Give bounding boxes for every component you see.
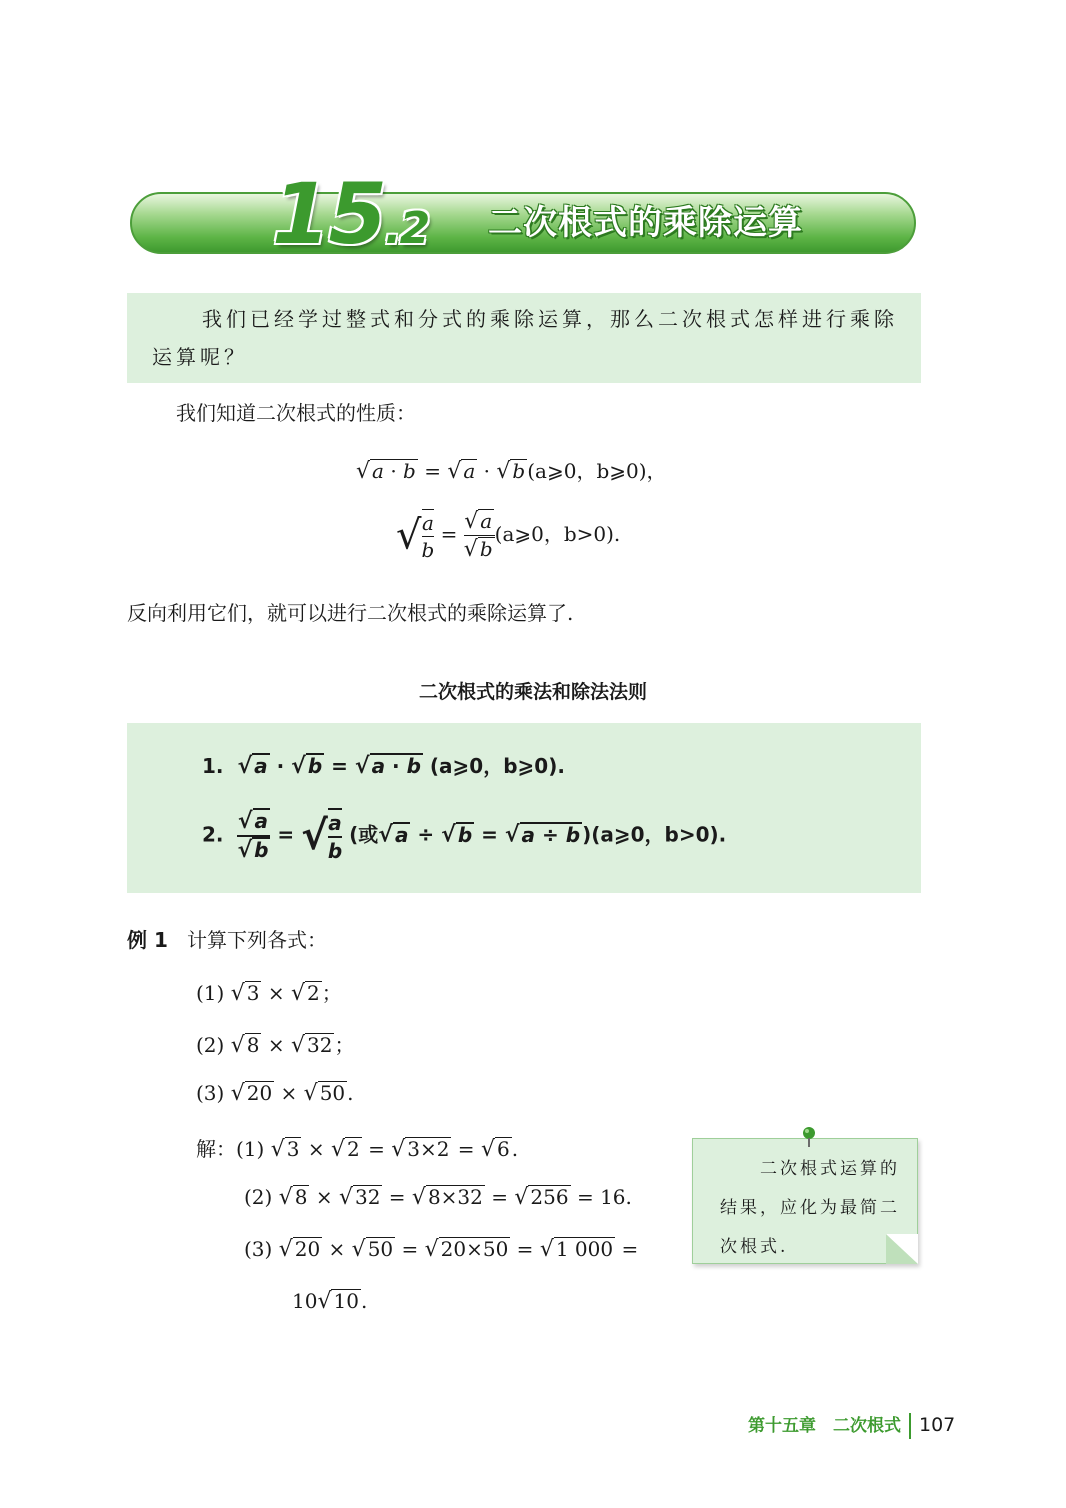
page-number: 107 (919, 1414, 956, 1436)
example-item-1: (1) √ 3 × √ 2 ； (196, 981, 342, 1006)
page-footer (748, 1410, 955, 1440)
property-2: √ $\frac{a}{b}$ = $\frac{√ a}{√ b}$ (a⩾0，b>0). (396, 509, 621, 562)
rule-2: 2. $\frac{√ a}{√ b}$ = √ $\frac{a}{b}$ (或√ a ÷ √ b = √ a ÷ b )(a⩾0，b>0). (202, 809, 727, 863)
property-1: √ a · b = √ a · √ b (a⩾0，b⩾0)， (356, 459, 667, 484)
intro-text: 我们已经学过整式和分式的乘除运算，那么二次根式怎样进行乘除运算呢？ (152, 307, 898, 369)
solution-3: (3) √ 20 × √ 50 = √ 20×50 = √ 1 000 = (244, 1237, 639, 1262)
solution-1: 解：(1) √ 3 × √ 2 = √ 3×2 = √ 6 . (196, 1137, 519, 1162)
solution-3-result: 10√ 10 . (292, 1289, 368, 1314)
rules-title: 二次根式的乘法和除法法则 (418, 681, 647, 703)
rule-1: 1. √ a · √ b = √ a · b (a⩾0，b⩾0). (202, 754, 565, 779)
known-text: 我们知道二次根式的性质： (176, 401, 416, 425)
example-item-2: (2) √ 8 × √ 32 ； (196, 1033, 355, 1058)
example-title: 计算下列各式： (186, 928, 327, 952)
reverse-text: 反向利用它们，就可以进行二次根式的乘除运算了. (127, 601, 574, 625)
footer-divider (909, 1413, 911, 1439)
chapter-label: 第十五章 二次根式 (748, 1416, 901, 1436)
example-heading (127, 925, 327, 955)
section-number: 15.2 (272, 165, 429, 263)
note-text: 二次根式运算的结果，应化为最简二次根式. (720, 1159, 900, 1257)
pushpin-icon (800, 1126, 818, 1148)
solution-2: (2) √ 8 × √ 32 = √ 8×32 = √ 256 = 16. (244, 1185, 632, 1210)
example-label: 例 1 (127, 928, 168, 952)
section-title: 二次根式的乘除运算 (488, 203, 803, 243)
example-item-3: (3) √ 20 × √ 50 . (196, 1081, 354, 1106)
